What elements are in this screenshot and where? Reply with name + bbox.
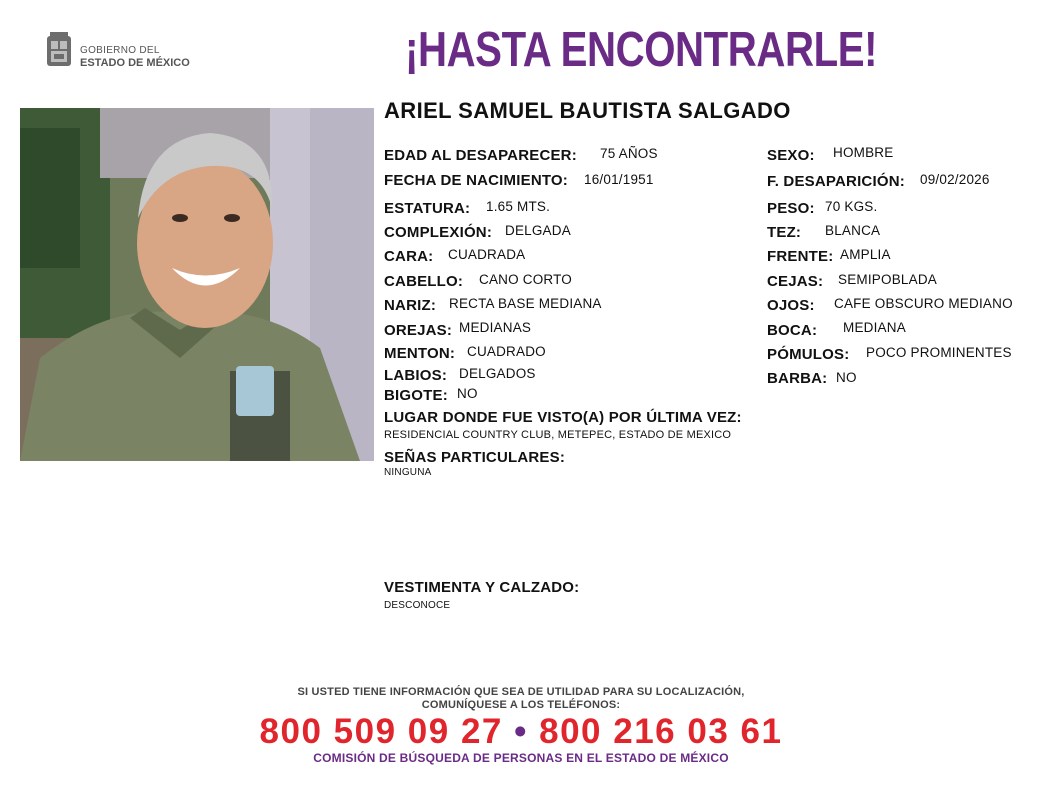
- commission-name: COMISIÓN DE BÚSQUEDA DE PERSONAS EN EL ESTADO DE MÉXICO: [313, 751, 729, 765]
- value-labios: DELGADOS: [459, 366, 536, 381]
- label-nariz: NARIZ:: [384, 297, 437, 314]
- value-menton: CUADRADO: [467, 344, 546, 359]
- value-estatura: 1.65 MTS.: [486, 199, 551, 214]
- phone-separator: •: [514, 712, 528, 751]
- phone-number-2[interactable]: 800 216 03 61: [539, 712, 783, 751]
- label-desaparicion: F. DESAPARICIÓN:: [767, 173, 905, 190]
- label-tez: TEZ:: [767, 224, 802, 241]
- label-cara: CARA:: [384, 248, 434, 265]
- label-last-seen-location: LUGAR DONDE FUE VISTO(A) POR ÚLTIMA VEZ:: [384, 409, 742, 426]
- value-orejas: MEDIANAS: [459, 320, 532, 335]
- label-labios: LABIOS:: [384, 367, 448, 384]
- value-nacimiento: 16/01/1951: [584, 172, 654, 187]
- info-line-1: SI USTED TIENE INFORMACIÓN QUE SEA DE UTILIDAD PARA SU LOCALIZACIÓN,: [297, 686, 745, 698]
- government-logo: [44, 30, 204, 72]
- value-sexo: HOMBRE: [833, 145, 894, 160]
- info-line-2: COMUNÍQUESE A LOS TELÉFONOS:: [421, 699, 621, 711]
- value-desaparicion: 09/02/2026: [920, 172, 990, 187]
- value-edad: 75 AÑOS: [600, 146, 658, 161]
- label-peso: PESO:: [767, 200, 815, 217]
- value-cara: CUADRADA: [448, 247, 526, 262]
- value-frente: AMPLIA: [840, 247, 891, 262]
- headline: ¡HASTA ENCONTRARLE!: [405, 23, 878, 77]
- value-nariz: RECTA BASE MEDIANA: [449, 296, 602, 311]
- value-boca: MEDIANA: [843, 320, 906, 335]
- phone-number-1[interactable]: 800 509 09 27: [259, 712, 503, 751]
- label-ojos: OJOS:: [767, 297, 815, 314]
- label-barba: BARBA:: [767, 370, 828, 387]
- value-peso: 70 KGS.: [825, 199, 878, 214]
- value-cejas: SEMIPOBLADA: [838, 272, 937, 287]
- label-complexion: COMPLEXIÓN:: [384, 224, 493, 241]
- label-orejas: OREJAS:: [384, 322, 453, 339]
- label-clothing: VESTIMENTA Y CALZADO:: [384, 579, 580, 596]
- label-menton: MENTON:: [384, 345, 456, 362]
- coat-of-arms-icon: [44, 30, 74, 68]
- label-boca: BOCA:: [767, 322, 818, 339]
- value-barba: NO: [836, 370, 857, 385]
- value-bigote: NO: [457, 386, 478, 401]
- label-sexo: SEXO:: [767, 147, 815, 164]
- missing-person-photo: [20, 108, 374, 461]
- label-pomulos: PÓMULOS:: [767, 346, 850, 363]
- logo-line-2: ESTADO DE MÉXICO: [80, 57, 190, 69]
- label-nacimiento: FECHA DE NACIMIENTO:: [384, 172, 568, 189]
- value-last-seen-location: RESIDENCIAL COUNTRY CLUB, METEPEC, ESTADO DE MEXICO: [384, 429, 732, 441]
- value-pomulos: POCO PROMINENTES: [866, 345, 1012, 360]
- value-cabello: CANO CORTO: [479, 272, 573, 287]
- label-bigote: BIGOTE:: [384, 387, 448, 404]
- label-cejas: CEJAS:: [767, 273, 824, 290]
- value-tez: BLANCA: [825, 223, 881, 238]
- phone-numbers: [0, 712, 1042, 752]
- portrait-illustration: [20, 108, 374, 461]
- label-distinguishing-marks: SEÑAS PARTICULARES:: [384, 449, 566, 466]
- label-cabello: CABELLO:: [384, 273, 464, 290]
- value-complexion: DELGADA: [505, 223, 571, 238]
- logo-line-1: GOBIERNO DEL: [80, 45, 160, 56]
- label-edad: EDAD AL DESAPARECER:: [384, 147, 577, 164]
- label-estatura: ESTATURA:: [384, 200, 471, 217]
- value-ojos: CAFE OBSCURO MEDIANO: [834, 296, 1013, 311]
- label-frente: FRENTE:: [767, 248, 834, 265]
- value-distinguishing-marks: NINGUNA: [384, 467, 432, 478]
- person-name: ARIEL SAMUEL BAUTISTA SALGADO: [384, 98, 791, 123]
- value-clothing: DESCONOCE: [384, 600, 451, 611]
